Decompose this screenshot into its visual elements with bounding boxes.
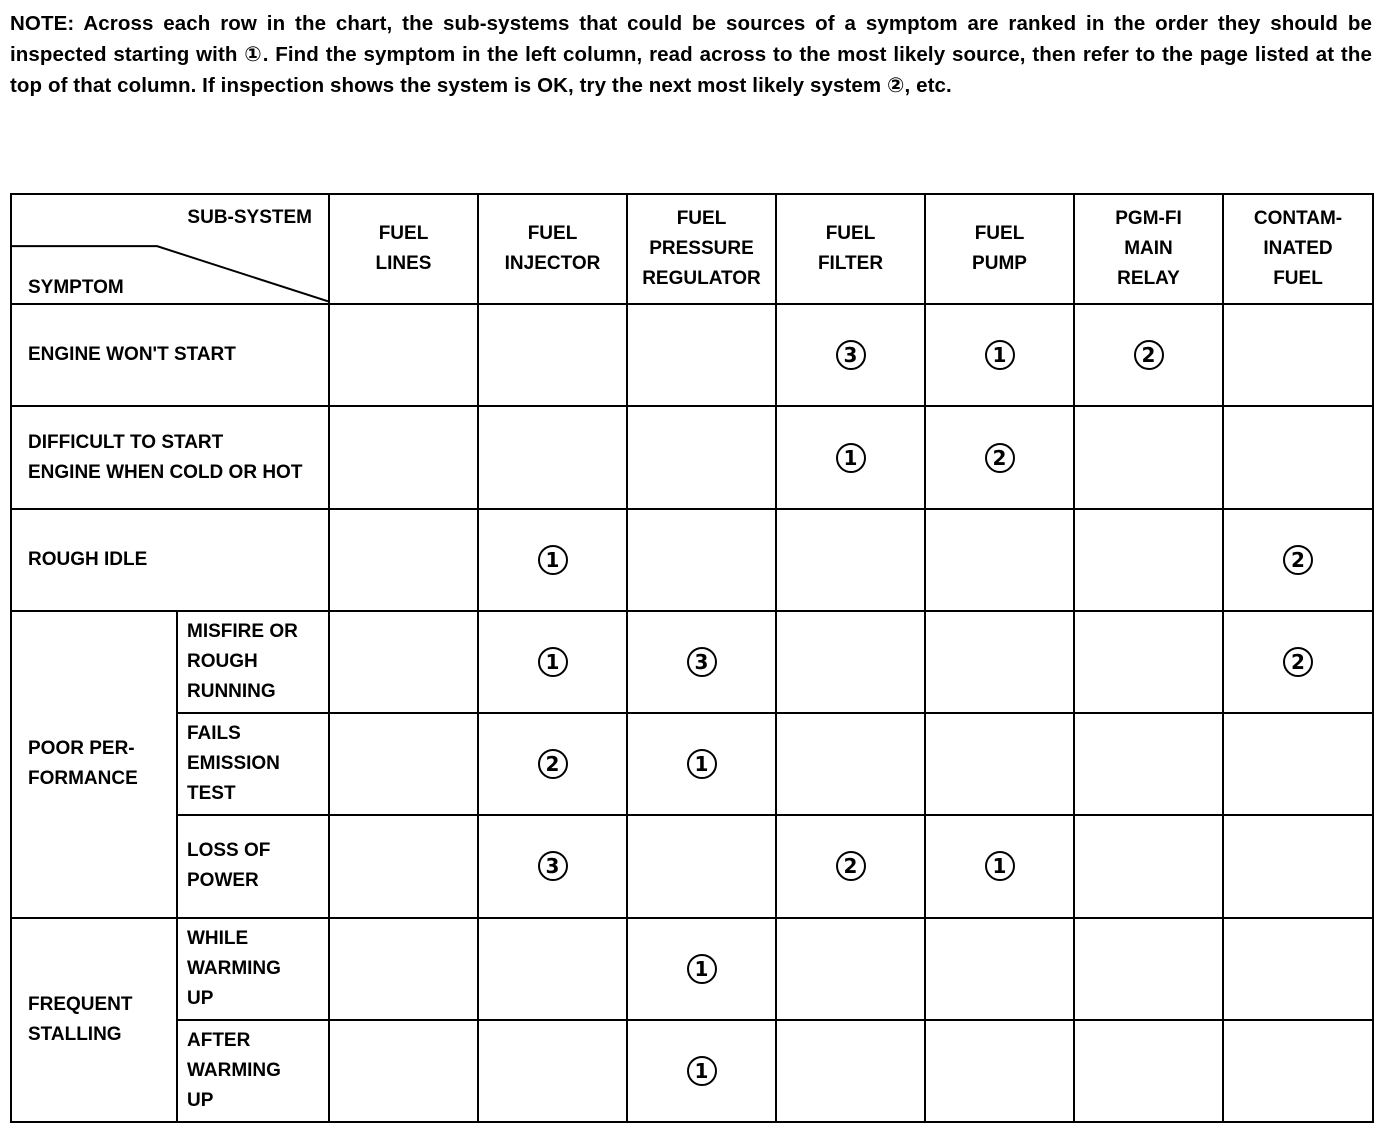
- rank-cell-contaminated-fuel: [1223, 713, 1373, 815]
- symptom-label: SYMPTOM: [28, 277, 124, 299]
- rank-circle: 1: [687, 954, 717, 984]
- rank-circle: 3: [538, 851, 568, 881]
- symptom-poor-performance: POOR PER- FORMANCE: [11, 611, 177, 918]
- rank-cell-fuel-filter: [776, 611, 925, 713]
- rank-circle: 2: [1283, 647, 1313, 677]
- symptom-rough-idle: ROUGH IDLE: [11, 509, 329, 611]
- rank-cell-fuel-pressure-regulator: [627, 815, 776, 917]
- rank-cell-fuel-lines: [329, 815, 478, 917]
- troubleshooting-chart: [10, 193, 1374, 1123]
- column-header-fuel-lines: FUEL LINES: [329, 194, 478, 304]
- rank-cell-fuel-pressure-regulator: [627, 611, 776, 713]
- row-fails-emission: [11, 713, 1373, 815]
- rank-cell-fuel-pressure-regulator: [627, 406, 776, 508]
- sub-symptom-loss-of-power: LOSS OF POWER: [177, 815, 329, 917]
- rank-cell-pgm-fi-main-relay: [1074, 1020, 1223, 1122]
- rank-cell-fuel-pump: [925, 406, 1074, 508]
- rank-cell-contaminated-fuel: [1223, 918, 1373, 1020]
- sub-symptom-while-warming: WHILE WARMING UP: [177, 918, 329, 1020]
- rank-cell-contaminated-fuel: [1223, 1020, 1373, 1122]
- rank-cell-contaminated-fuel: [1223, 509, 1373, 611]
- symptom-difficult-to-start: DIFFICULT TO START ENGINE WHEN COLD OR HOT: [11, 406, 329, 508]
- rank-cell-fuel-injector: [478, 1020, 627, 1122]
- rank-cell-contaminated-fuel: [1223, 815, 1373, 917]
- rank-cell-fuel-filter: [776, 406, 925, 508]
- column-header-pgm-fi-main-relay: PGM-FI MAIN RELAY: [1074, 194, 1223, 304]
- rank-cell-pgm-fi-main-relay: [1074, 304, 1223, 406]
- rank-cell-pgm-fi-main-relay: [1074, 611, 1223, 713]
- rank-cell-fuel-pump: [925, 1020, 1074, 1122]
- rank-cell-fuel-injector: [478, 918, 627, 1020]
- rank-cell-fuel-pressure-regulator: [627, 918, 776, 1020]
- column-header-contaminated-fuel: CONTAM- INATED FUEL: [1223, 194, 1373, 304]
- rank-cell-fuel-filter: [776, 918, 925, 1020]
- rank-cell-fuel-injector: [478, 304, 627, 406]
- rank-cell-fuel-pressure-regulator: [627, 304, 776, 406]
- rank-cell-fuel-filter: [776, 509, 925, 611]
- rank-circle: 1: [985, 340, 1015, 370]
- rank-cell-fuel-lines: [329, 1020, 478, 1122]
- rank-circle: 1: [985, 851, 1015, 881]
- row-difficult-to-start: [11, 406, 1373, 508]
- rank-cell-pgm-fi-main-relay: [1074, 509, 1223, 611]
- column-header-fuel-filter: FUEL FILTER: [776, 194, 925, 304]
- row-rough-idle: [11, 509, 1373, 611]
- rank-cell-fuel-filter: [776, 713, 925, 815]
- rank-circle: 3: [836, 340, 866, 370]
- rank-cell-fuel-pump: [925, 509, 1074, 611]
- rank-cell-fuel-pump: [925, 304, 1074, 406]
- rank-cell-contaminated-fuel: [1223, 304, 1373, 406]
- symptom-frequent-stalling: FREQUENT STALLING: [11, 918, 177, 1122]
- row-loss-of-power: [11, 815, 1373, 917]
- rank-cell-fuel-injector: [478, 611, 627, 713]
- rank-circle: 3: [687, 647, 717, 677]
- rank-cell-fuel-lines: [329, 611, 478, 713]
- rank-cell-pgm-fi-main-relay: [1074, 713, 1223, 815]
- column-header-fuel-pump: FUEL PUMP: [925, 194, 1074, 304]
- rank-cell-fuel-filter: [776, 304, 925, 406]
- rank-circle: 1: [687, 749, 717, 779]
- rank-cell-fuel-pump: [925, 713, 1074, 815]
- corner-header: [11, 194, 329, 304]
- rank-cell-fuel-injector: [478, 713, 627, 815]
- row-engine-wont-start: [11, 304, 1373, 406]
- rank-circle: 2: [538, 749, 568, 779]
- rank-cell-fuel-pump: [925, 611, 1074, 713]
- rank-circle: 2: [1134, 340, 1164, 370]
- rank-cell-pgm-fi-main-relay: [1074, 918, 1223, 1020]
- rank-cell-fuel-pressure-regulator: [627, 713, 776, 815]
- note-text: NOTE: Across each row in the chart, the sub-systems that could be sources of a symptom are ranked in the order they should be inspected starting with ①. Find the symptom in the left column, read across to the most likely source, then refer to the page listed at the top of that column. If inspection shows the system is OK, try the next most likely system ②, etc.: [10, 12, 1372, 97]
- rank-cell-fuel-injector: [478, 406, 627, 508]
- row-after-warming: [11, 1020, 1373, 1122]
- sub-symptom-misfire: MISFIRE OR ROUGH RUNNING: [177, 611, 329, 713]
- rank-cell-fuel-lines: [329, 509, 478, 611]
- rank-circle: 1: [538, 647, 568, 677]
- rank-cell-fuel-filter: [776, 1020, 925, 1122]
- rank-cell-fuel-pressure-regulator: [627, 509, 776, 611]
- symptom-engine-wont-start: ENGINE WON'T START: [11, 304, 329, 406]
- rank-cell-fuel-pressure-regulator: [627, 1020, 776, 1122]
- rank-cell-fuel-pump: [925, 815, 1074, 917]
- sub-symptom-after-warming: AFTER WARMING UP: [177, 1020, 329, 1122]
- rank-cell-pgm-fi-main-relay: [1074, 815, 1223, 917]
- row-while-warming: [11, 918, 1373, 1020]
- rank-cell-pgm-fi-main-relay: [1074, 406, 1223, 508]
- subsystem-label: SUB-SYSTEM: [187, 207, 312, 228]
- rank-cell-contaminated-fuel: [1223, 611, 1373, 713]
- rank-cell-fuel-lines: [329, 713, 478, 815]
- rank-circle: 2: [985, 443, 1015, 473]
- rank-cell-fuel-injector: [478, 509, 627, 611]
- rank-circle: 2: [1283, 545, 1313, 575]
- rank-cell-contaminated-fuel: [1223, 406, 1373, 508]
- rank-cell-fuel-injector: [478, 815, 627, 917]
- note-paragraph: [10, 8, 1372, 101]
- rank-cell-fuel-pump: [925, 918, 1074, 1020]
- rank-cell-fuel-lines: [329, 304, 478, 406]
- rank-circle: 1: [538, 545, 568, 575]
- column-header-fuel-pressure-regulator: FUEL PRESSURE REGULATOR: [627, 194, 776, 304]
- rank-cell-fuel-lines: [329, 406, 478, 508]
- header-row: [11, 194, 1373, 304]
- rank-circle: 1: [687, 1056, 717, 1086]
- column-header-fuel-injector: FUEL INJECTOR: [478, 194, 627, 304]
- rank-cell-fuel-filter: [776, 815, 925, 917]
- row-misfire: [11, 611, 1373, 713]
- rank-cell-fuel-lines: [329, 918, 478, 1020]
- rank-circle: 1: [836, 443, 866, 473]
- sub-symptom-fails-emission: FAILS EMISSION TEST: [177, 713, 329, 815]
- rank-circle: 2: [836, 851, 866, 881]
